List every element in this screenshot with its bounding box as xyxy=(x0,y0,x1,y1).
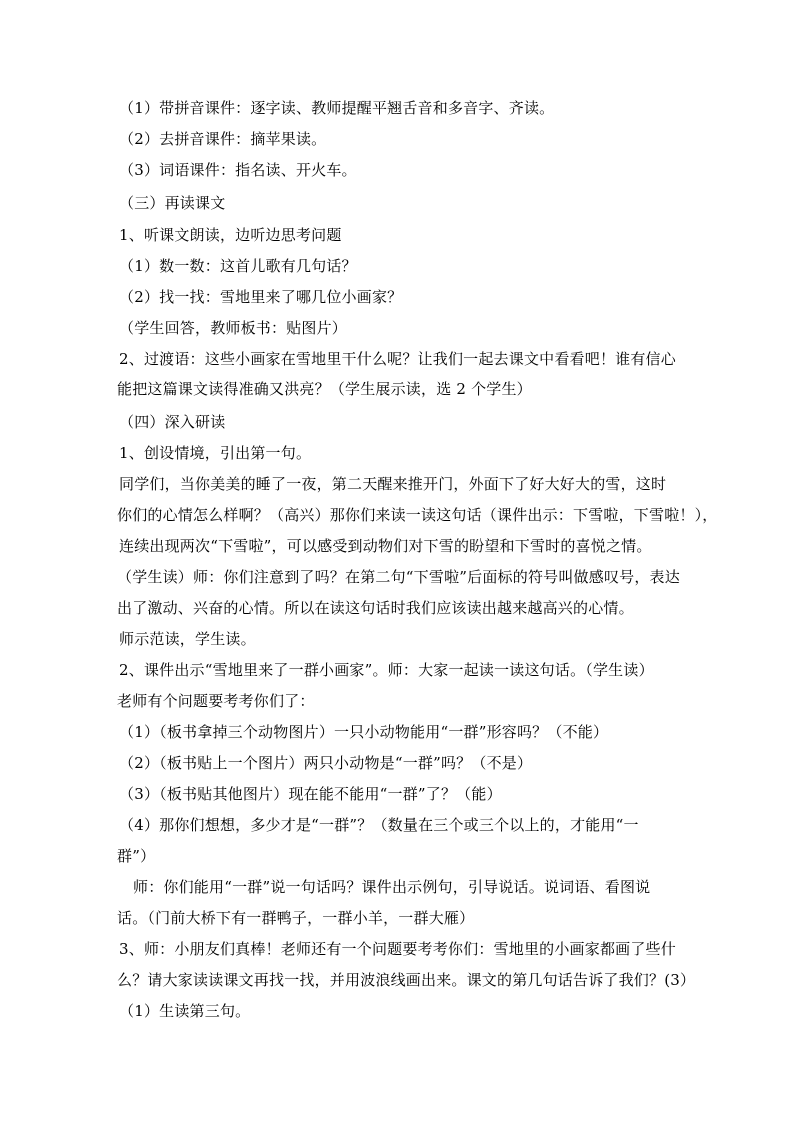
text-line: 2、课件出示“雪地里来了一群小画家”。师：大家一起读一读这句话。（学生读） xyxy=(119,661,654,679)
text-line: 么？请大家读读课文再找一找，并用波浪线画出来。课文的第几句话告诉了我们？(3） xyxy=(117,971,696,989)
text-line: （2）找一找：雪地里来了哪几位小画家？ xyxy=(119,288,403,306)
text-line: （1）带拼音课件：逐字读、教师提醒平翘舌音和多音字、齐读。 xyxy=(119,99,555,117)
text-line: 你们的心情怎么样啊？（高兴）那你们来读一读这句话（课件出示：下雪啦，下雪啦！）， xyxy=(117,506,718,524)
text-line: （学生读）师：你们注意到了吗？在第二句“下雪啦”后面标的符号叫做感叹号，表达 xyxy=(117,568,680,586)
text-line: 话。（门前大桥下有一群鸭子，一群小羊，一群大雁） xyxy=(117,909,475,927)
text-line: 群”） xyxy=(117,847,156,865)
section-heading: （四）深入研读 xyxy=(119,413,226,431)
text-line: （2）（板书贴上一个图片）两只小动物是“一群”吗？（不是） xyxy=(119,754,533,772)
text-line: （3）（板书贴其他图片）现在能不能用“一群”了？（能） xyxy=(119,785,502,803)
text-line: （3）词语课件：指名读、开火车。 xyxy=(119,161,357,179)
text-line: 同学们，当你美美的睡了一夜，第二天醒来推开门，外面下了好大好大的雪，这时 xyxy=(119,475,667,493)
text-line: 1、听课文朗读，边听边思考问题 xyxy=(119,226,342,244)
section-heading: （三）再读课文 xyxy=(119,194,226,212)
text-line: 2、过渡语：这些小画家在雪地里干什么呢？让我们一起去课文中看看吧！谁有信心 xyxy=(119,350,676,368)
text-line: （4）那你们想想，多少才是“一群”？（数量在三个或三个以上的，才能用“一 xyxy=(119,816,639,834)
text-line: （1）（板书拿掉三个动物图片）一只小动物能用“一群”形容吗？（不能） xyxy=(119,723,609,741)
text-line: （2）去拼音课件：摘苹果读。 xyxy=(119,130,327,148)
text-line: 师示范读，学生读。 xyxy=(119,630,256,648)
text-line: 出了激动、兴奋的心情。所以在读这句话时我们应该读出越来越高兴的心情。 xyxy=(117,599,634,617)
text-line: （1）数一数：这首儿歌有几句话？ xyxy=(119,257,357,275)
text-line: 能把这篇课文读得准确又洪亮？（学生展示读，选 2 个学生） xyxy=(117,380,532,398)
text-line: （1）生读第三句。 xyxy=(119,1002,251,1020)
text-line: （学生回答，教师板书：贴图片） xyxy=(119,319,348,337)
text-line: 师：你们能用“一群”说一句话吗？课件出示例句，引导说话。说词语、看图说 xyxy=(133,878,651,896)
text-line: 连续出现两次“下雪啦”，可以感受到动物们对下雪的盼望和下雪时的喜悦之情。 xyxy=(119,537,652,555)
text-line: 1、创设情境，引出第一句。 xyxy=(119,444,312,462)
text-line: 老师有个问题要考考你们了： xyxy=(117,692,315,710)
text-line: 3、师：小朋友们真棒！老师还有一个问题要考考你们：雪地里的小画家都画了些什 xyxy=(119,940,676,958)
